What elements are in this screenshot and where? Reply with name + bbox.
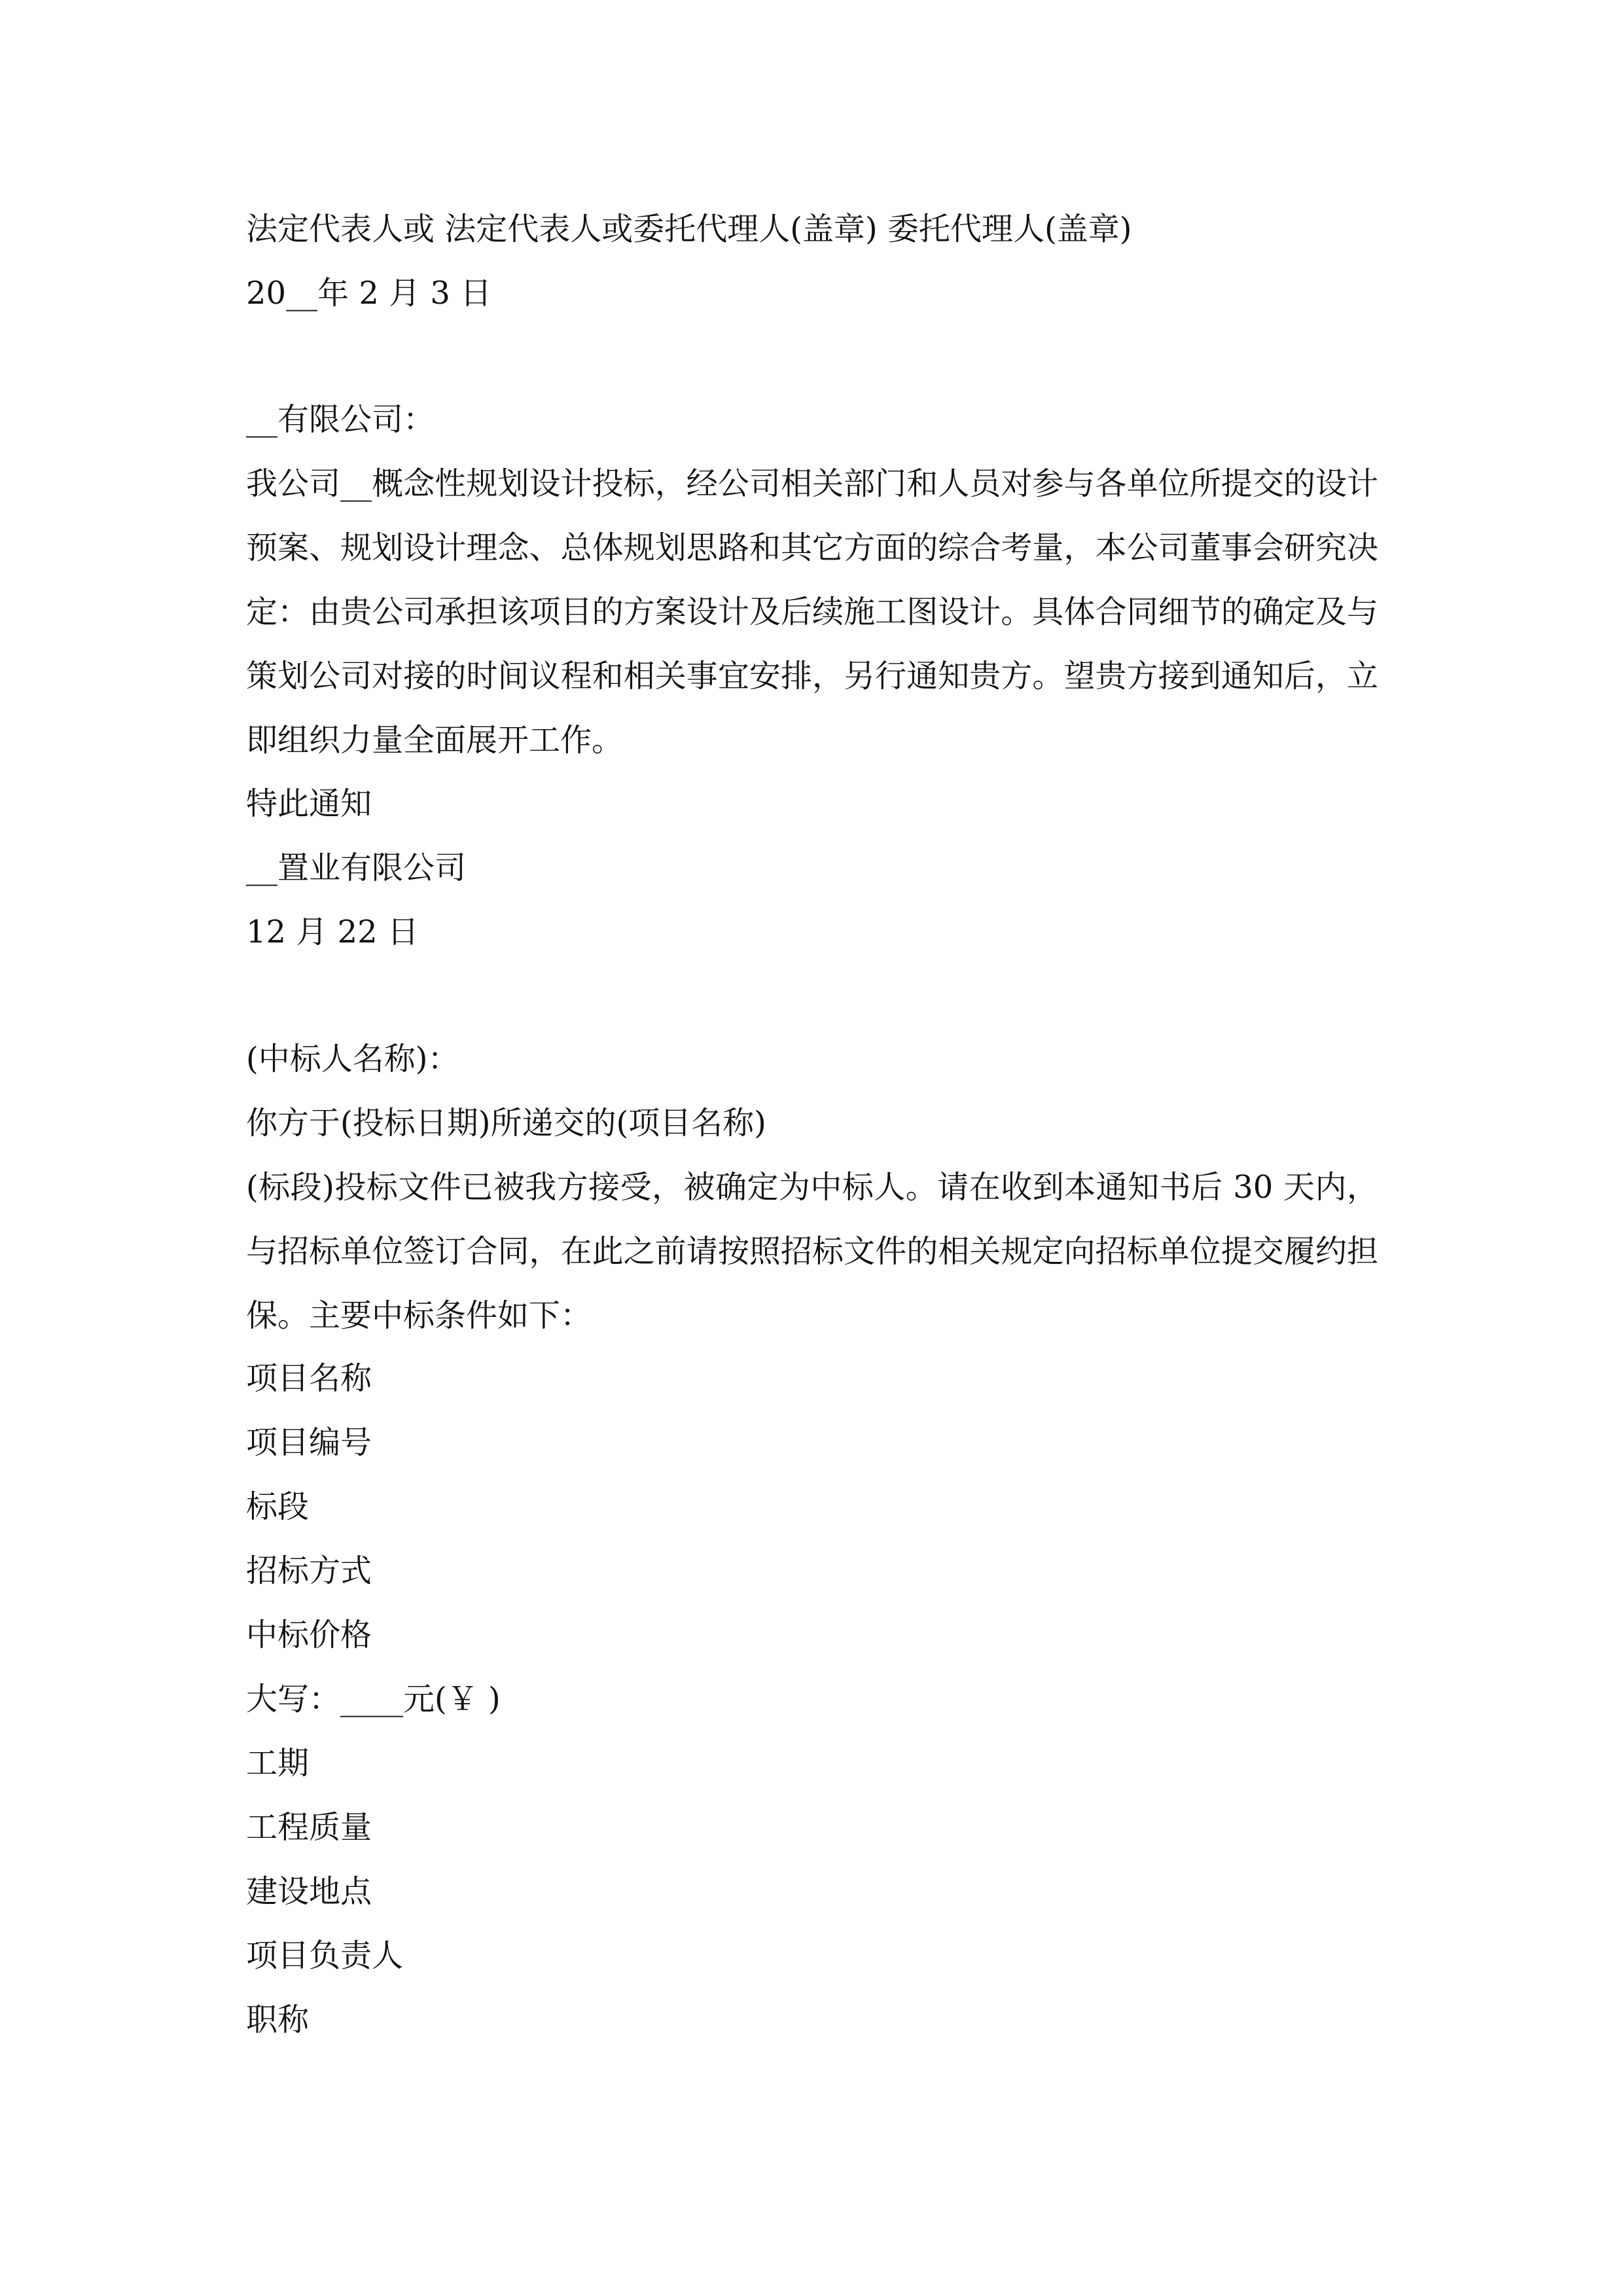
field-project-number: 项目编号: [246, 1424, 372, 1461]
field-section: 标段: [246, 1488, 310, 1525]
field-amount-uppercase: 大写：____元(￥ ): [246, 1681, 501, 1717]
notice1-closing: 特此通知: [246, 785, 372, 822]
date-line: 20__年 2 月 3 日: [246, 275, 492, 312]
notice1-body: 我公司__概念性规划设计投标，经公司相关部门和人员对参与各单位所提交的设计预案、规划设计理念、总体规划思路和其它方面的综合考量，本公司董事会研究决定：由贵公司承担该项目的方案设计及后续施工图设计。具体合同细节的确定及与策划公司对接的时间议程和相关事宜安排，另行通知贵方。望贵方接到通知后，立即组织力量全面展开工作。: [246, 465, 1378, 759]
signature-line: 法定代表人或 法定代表人或委托代理人(盖章) 委托代理人(盖章): [246, 211, 1132, 247]
field-bid-price: 中标价格: [246, 1617, 372, 1653]
notice1-date: 12 月 22 日: [246, 914, 419, 950]
notice2-body: (标段)投标文件已被我方接受，被确定为中标人。请在收到本通知书后 30 天内，与招标单位签订合同，在此之前请按照招标文件的相关规定向招标单位提交履约担保。主要中标条件如下：: [246, 1169, 1378, 1334]
field-title: 职称: [246, 2001, 310, 2038]
field-location: 建设地点: [246, 1873, 372, 1910]
notice2-addressee: (中标人名称)：: [246, 1041, 459, 1077]
field-duration: 工期: [246, 1745, 310, 1782]
field-bidding-method: 招标方式: [246, 1552, 372, 1589]
field-project-name: 项目名称: [246, 1360, 372, 1397]
notice1-addressee: __有限公司：: [246, 401, 435, 438]
notice1-sender: __置业有限公司: [246, 850, 467, 886]
field-project-manager: 项目负责人: [246, 1937, 404, 1974]
field-quality: 工程质量: [246, 1809, 372, 1846]
notice2-line1: 你方于(投标日期)所递交的(项目名称): [246, 1105, 766, 1141]
